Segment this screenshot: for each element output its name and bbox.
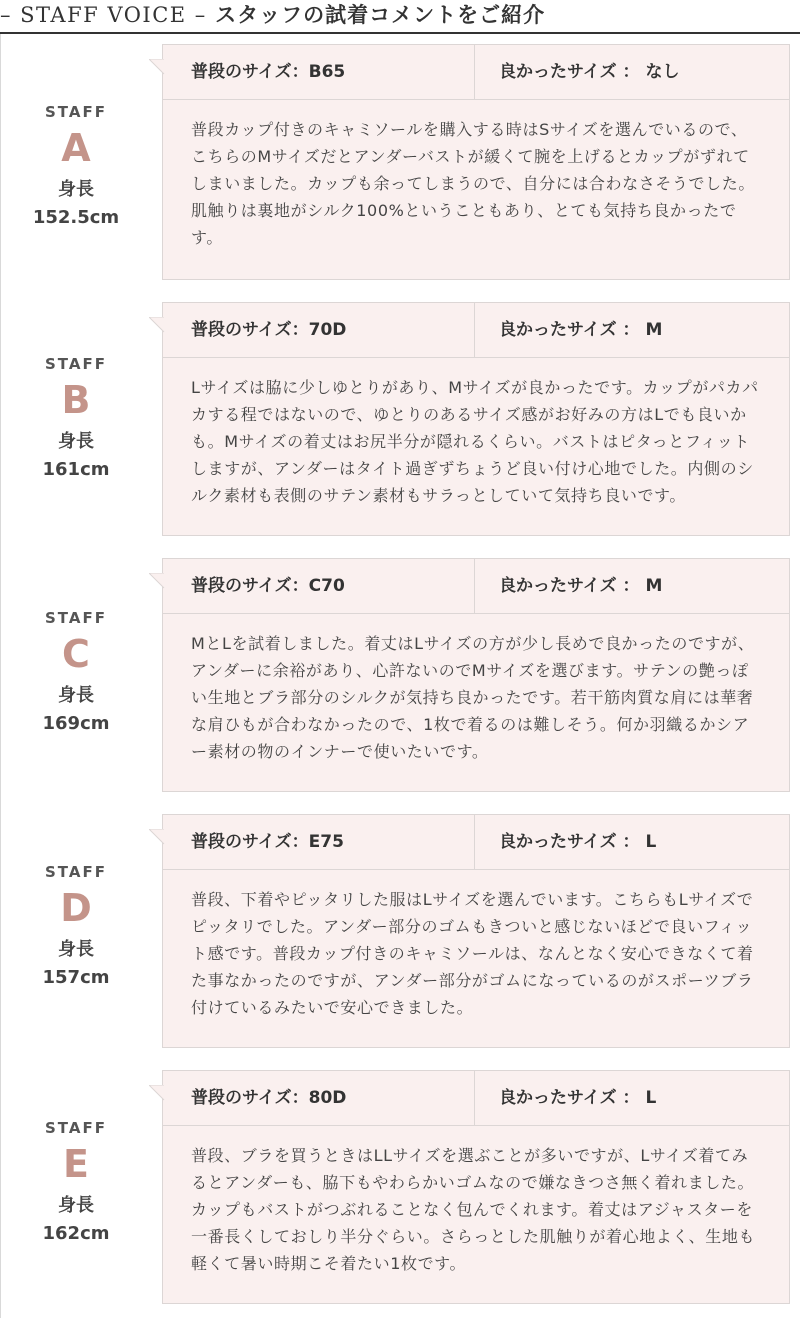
staff-label: STAFF [45, 1119, 107, 1137]
usual-size: 普段のサイズ：E75 [163, 815, 475, 869]
comment-bubble [162, 558, 790, 792]
section-title-ja: スタッフの試着コメントをご紹介 [215, 3, 546, 27]
usual-size: 普段のサイズ：70D [163, 303, 475, 357]
good-size: 良かったサイズ ： L [499, 832, 657, 852]
staff-comment: Lサイズは脇に少しゆとりがあり、Mサイズが良かったです。カップがパカパカする程ではないので、ゆとりのあるサイズ感がお好みの方はLでも良いかも。Mサイズの着丈はお尻半分が隠れるくらい。バストはピタっとフィットしますが、アンダーはタイト過ぎずちょうど良い付け心地でした。内側のシルク素材も表側のサテン素材もサラっとしていて気持ち良いです。 [191, 378, 759, 505]
staff-letter: C [62, 632, 90, 676]
height-label: 身長 [58, 685, 94, 706]
staff-comment: 普段、下着やピッタリした服はLサイズを選んでいます。こちらもLサイズでピッタリでした。アンダー部分のゴムもきついと感じないほどで良いフィット感です。普段カップ付きのキャミソールは、なんとなく安心できなくて着た事なかったのですが、アンダー部分がゴムになっているのがスポーツブラ付けているみたいで安心できました。 [191, 890, 754, 1017]
staff-label: STAFF [45, 863, 107, 881]
staff-voice-list [0, 34, 800, 1318]
staff-letter: B [61, 378, 91, 422]
height-value: 161cm [42, 459, 110, 480]
size-row [163, 1071, 789, 1126]
height-value: 169cm [42, 713, 110, 734]
height-value: 157cm [42, 967, 110, 988]
staff-profile [1, 608, 151, 738]
staff-label: STAFF [45, 355, 107, 373]
usual-size: 普段のサイズ：B65 [163, 45, 475, 99]
staff-label: STAFF [45, 103, 107, 121]
size-row [163, 815, 789, 870]
height-label: 身長 [58, 939, 94, 960]
good-size: 良かったサイズ ： M [499, 576, 663, 596]
staff-label: STAFF [45, 609, 107, 627]
size-row [163, 45, 789, 100]
staff-profile [1, 1118, 151, 1248]
height-value: 152.5cm [32, 207, 120, 228]
height-label: 身長 [58, 1195, 94, 1216]
height-value: 162cm [42, 1223, 110, 1244]
staff-comment: MとLを試着しました。着丈はLサイズの方が少し長めで良かったのですが、アンダーに余裕があり、心許ないのでMサイズを選びます。サテンの艶っぽい生地とブラ部分のシルクが気持ち良かったです。若干筋肉質な肩には華奢な肩ひもが合わなかったので、1枚で着るのは難しそう。何か羽織るかシアー素材の物のインナーで使いたいです。 [191, 634, 755, 761]
comment-bubble [162, 302, 790, 536]
staff-letter: A [61, 126, 91, 170]
staff-profile [1, 862, 151, 992]
usual-size: 普段のサイズ：80D [163, 1071, 475, 1125]
staff-letter: D [60, 886, 92, 930]
staff-profile [1, 102, 151, 232]
staff-comment: 普段カップ付きのキャミソールを購入する時はSサイズを選んでいるので、こちらのMサイズだとアンダーバストが緩くて腕を上げるとカップがずれてしまいました。カップも余ってしまうので、自分には合わなさそうでした。肌触りは裏地がシルク100%ということもあり、とても気持ち良かったです。 [191, 120, 755, 247]
good-size: 良かったサイズ ： なし [499, 62, 680, 82]
comment-bubble [162, 44, 790, 280]
section-header [0, 0, 800, 34]
staff-comment: 普段、ブラを買うときはLLサイズを選ぶことが多いですが、Lサイズ着てみるとアンダーも、脇下もやわらかいゴムなので嫌なきつさ無く着れました。カップもバストがつぶれることなく包んでくれます。着丈はアジャスターを一番長くしておしり半分ぐらい。さらっとした肌触りが着心地よく、生地も軽くて暑い時期こそ着たい1枚です。 [191, 1146, 756, 1273]
height-label: 身長 [58, 179, 94, 200]
size-row [163, 559, 789, 614]
good-size: 良かったサイズ ： M [499, 320, 663, 340]
good-size: 良かったサイズ ： L [499, 1088, 657, 1108]
comment-bubble [162, 814, 790, 1048]
size-row [163, 303, 789, 358]
staff-profile [1, 354, 151, 484]
section-title-en: – STAFF VOICE – [0, 3, 207, 27]
height-label: 身長 [58, 431, 94, 452]
section-title [0, 0, 545, 30]
comment-bubble [162, 1070, 790, 1304]
staff-letter: E [63, 1142, 89, 1186]
usual-size: 普段のサイズ：C70 [163, 559, 475, 613]
